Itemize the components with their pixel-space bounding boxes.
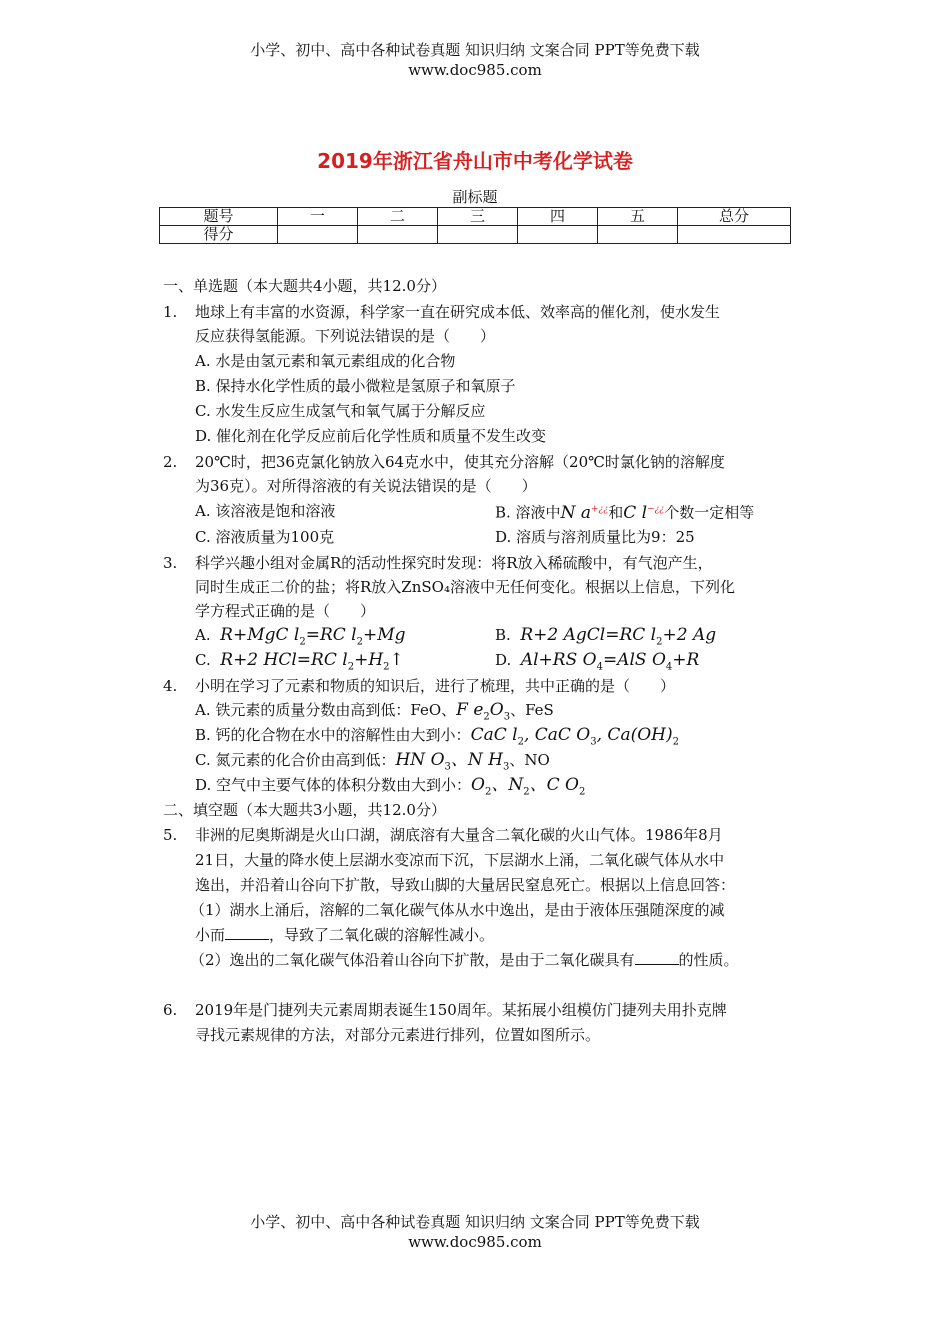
sub-text: 的性质。 [678, 951, 739, 969]
option-text: D. 空气中主要气体的体积分数由大到小： [195, 776, 472, 794]
score-header-cell: 三 [438, 208, 518, 226]
page-title: 2019年浙江省舟山市中考化学试卷 [317, 149, 633, 173]
score-table [159, 207, 791, 244]
sub-text: 小而 [195, 926, 226, 944]
header-line-2[interactable]: www.doc985.com [408, 61, 542, 79]
score-table-row [160, 226, 791, 244]
option-d [495, 650, 699, 677]
option-b [495, 499, 754, 523]
formula-text: N a [560, 502, 591, 523]
sodium-ion-formula [561, 503, 609, 523]
option-c [195, 650, 404, 677]
option-b-prefix: B. 溶液中 [495, 503, 561, 522]
question-text: 寻找元素规律的方法，对部分元素进行排列，位置如图所示。 [195, 1026, 601, 1044]
question-number: 4. [163, 677, 178, 695]
question-text: 同时生成正二价的盐；将R放入ZnSO₄溶液中无任何变化。根据以上信息，下列化 [195, 578, 735, 596]
answer-blank[interactable] [635, 950, 679, 965]
section-heading: 二、填空题（本大题共3小题，共12.0分） [163, 801, 446, 819]
option-a [195, 625, 406, 652]
question-text: 2019年是门捷列夫元素周期表诞生150周年。某拓展小组模仿门捷列夫用扑克牌 [195, 1001, 727, 1019]
question-number: 6. [163, 1001, 178, 1019]
score-cell [518, 226, 598, 244]
option-a [195, 700, 554, 727]
question-number: 2. [163, 453, 178, 471]
score-header-cell: 题号 [160, 208, 278, 226]
question-text: 20℃时，把36克氯化钠放入64克水中，使其充分溶解（20℃时氯化钠的溶解度 [195, 453, 725, 471]
sub-question-1: （1）湖水上涌后，溶解的二氧化碳气体从水中逸出，是由于液体压强随深度的减 [190, 901, 725, 919]
option-label: D. [495, 651, 512, 669]
footer-line-1: 小学、初中、高中各种试卷真题 知识归纳 文案合同 PPT等免费下载 [250, 1213, 700, 1231]
equation-d: Al+RS $O_4=AlS$ $O_4+R$ [520, 650, 700, 673]
option-d [195, 775, 585, 802]
score-cell [438, 226, 518, 244]
option-c [195, 750, 550, 777]
option-b [195, 725, 679, 752]
option-text: 、NO [509, 751, 550, 769]
chloride-ion-formula [623, 503, 664, 523]
ion-charge: +¿¿ [590, 504, 609, 514]
score-header-cell: 五 [598, 208, 678, 226]
option-label: A. [195, 626, 211, 644]
formula-fe2o3: F $e_2O_3$ [456, 700, 511, 723]
question-text: 学方程式正确的是（ ） [195, 602, 376, 620]
connector-text: 和 [608, 503, 624, 522]
question-text: 21日，大量的降水使上层湖水变凉而下沉，下层湖水上涌，二氧化碳气体从水中 [195, 851, 725, 869]
sub-text: ，导致了二氧化碳的溶解性减小。 [269, 926, 495, 944]
sub-question-2 [190, 950, 739, 970]
option-b-suffix: 个数一定相等 [664, 503, 755, 522]
option-text: B. 钙的化合物在水中的溶解性由大到小： [195, 726, 471, 744]
score-table-header-row [160, 208, 791, 226]
option-c: C. 溶液质量为100克 [195, 528, 335, 546]
equation-a: R+MgC $l_2=RC$ $l_2+Mg$ [220, 625, 406, 648]
score-header-cell: 一 [278, 208, 358, 226]
score-cell [358, 226, 438, 244]
score-header-cell: 二 [358, 208, 438, 226]
formula-list: HN $O_3$、N $H_3$ [395, 750, 510, 773]
equation-c: R+2 HCl=RC $l_2+H_2↑$ [220, 650, 404, 673]
formula-list: $O_2$、$N_2$、C $O_2$ [471, 775, 586, 798]
question-text: 小明在学习了元素和物质的知识后，进行了梳理，共中正确的是（ ） [195, 677, 676, 695]
header-line-1: 小学、初中、高中各种试卷真题 知识归纳 文案合同 PPT等免费下载 [250, 41, 700, 59]
answer-blank[interactable] [225, 925, 269, 940]
option-text: A. 铁元素的质量分数由高到低：FeO、 [195, 701, 457, 719]
score-cell [278, 226, 358, 244]
question-text: 科学兴趣小组对金属R的活动性探究时发现：将R放入稀硫酸中，有气泡产生， [195, 554, 713, 572]
question-text: 逸出，并沿着山谷向下扩散，导致山脚的大量居民窒息死亡。根据以上信息回答： [195, 876, 736, 894]
formula-text: C l [623, 502, 648, 523]
question-text: 非洲的尼奥斯湖是火山口湖，湖底溶有大量含二氧化碳的火山气体。1986年8月 [195, 826, 723, 844]
sub-text: （2）逸出的二氧化碳气体沿着山谷向下扩散，是由于二氧化碳具有 [190, 951, 635, 969]
option-label: B. [495, 626, 511, 644]
score-row-label: 得分 [160, 226, 278, 244]
equation-b: R+2 AgCl=RC $l_2+2$ Ag [520, 625, 717, 648]
sub-question-1-cont [195, 925, 494, 945]
formula-list: CaC $l_2$, CaC $O_3$, $Ca(OH)_2$ [470, 725, 679, 748]
score-cell [598, 226, 678, 244]
option-text: C. 氮元素的化合价由高到低： [195, 751, 396, 769]
question-number: 5. [163, 826, 178, 844]
ion-charge: −¿¿ [647, 504, 665, 514]
score-cell [678, 226, 791, 244]
question-number: 1. [163, 303, 178, 321]
question-text: 为36克）。对所得溶液的有关说法错误的是（ ） [195, 477, 537, 495]
option-d: D. 溶质与溶剂质量比为9：25 [495, 528, 695, 546]
option-d: D. 催化剂在化学反应前后化学性质和质量不发生改变 [195, 427, 547, 445]
option-c: C. 水发生反应生成氢气和氧气属于分解反应 [195, 402, 486, 420]
option-label: C. [195, 651, 211, 669]
question-text: 反应获得氢能源。下列说法错误的是（ ） [195, 327, 496, 345]
option-b: B. 保持水化学性质的最小微粒是氢原子和氧原子 [195, 377, 516, 395]
page-subtitle: 副标题 [452, 188, 498, 206]
question-text: 地球上有丰富的水资源，科学家一直在研究成本低、效率高的催化剂，使水发生 [195, 303, 721, 321]
footer-line-2[interactable]: www.doc985.com [408, 1233, 542, 1251]
question-number: 3. [163, 554, 178, 572]
score-header-cell: 四 [518, 208, 598, 226]
option-a: A. 该溶液是饱和溶液 [195, 502, 336, 520]
option-b [495, 625, 716, 652]
option-text: 、FeS [510, 701, 554, 719]
section-heading: 一、单选题（本大题共4小题，共12.0分） [163, 277, 446, 295]
score-header-cell: 总分 [678, 208, 791, 226]
option-a: A. 水是由氢元素和氧元素组成的化合物 [195, 352, 456, 370]
